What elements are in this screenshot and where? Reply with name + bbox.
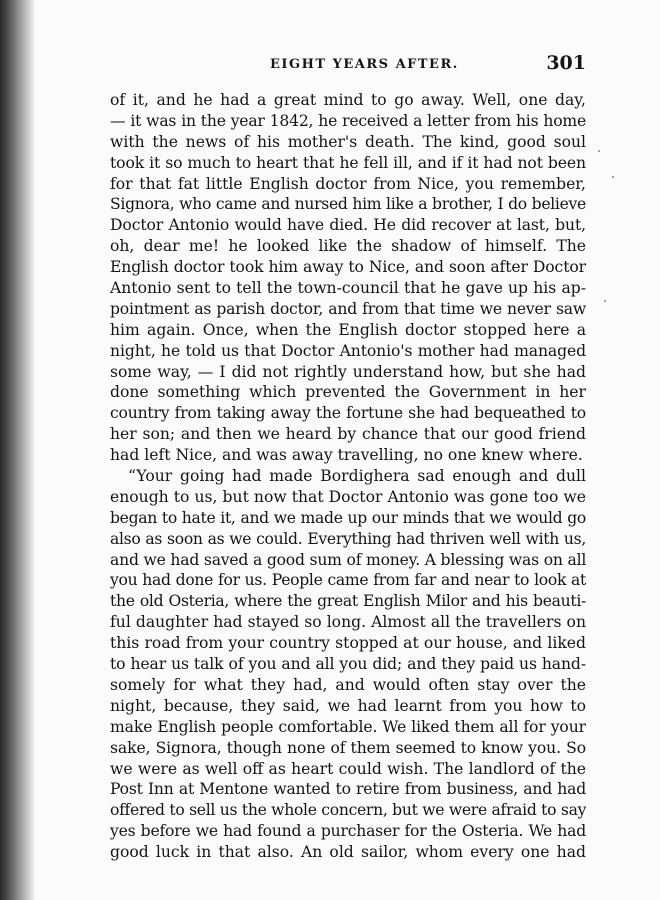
text-line: began to hate it, and we made up our minds that we would go [110,508,586,527]
text-line: you had done for us. People came from far and near to look at [110,571,586,590]
text-line: we were as well off as heart could wish. The landlord of the [110,759,586,778]
body-text [110,90,586,863]
text-line: English doctor took him away to Nice, and soon after Doctor [110,258,586,277]
text-line: also as soon as we could. Everything had thriven well with us, [110,529,586,548]
text-line: of it, and he had a great mind to go away. Well, one day, [110,91,586,109]
text-line: enough to us, but now that Doctor Antonio was gone too we [110,487,586,506]
text-line: ful daughter had stayed so long. Almost all the travellers on [110,613,586,632]
text-line: this road from your country stopped at our house, and liked [110,634,586,653]
text-line: for that fat little English doctor from Nice, you remember, [110,174,586,193]
book-binding-gutter [0,0,36,900]
scan-speck [598,150,600,152]
scan-speck [604,300,606,302]
page-number: 301 [546,52,586,74]
text-line: offered to sell us the whole concern, but we were afraid to say [110,801,586,820]
running-title: EIGHT YEARS AFTER. [270,57,459,72]
text-line: and we had saved a good sum of money. A blessing was on all [110,550,586,569]
text-line: — it was in the year 1842, he received a letter from his home [110,111,586,130]
text-line: with the news of his mother's death. The kind, good soul [110,132,586,151]
running-head [110,52,586,78]
text-line: somely for what they had, and would often stay over the [110,675,586,694]
text-line: oh, dear me! he looked like the shadow of himself. The [110,237,586,256]
text-line: yes before we had found a purchaser for the Osteria. We had [110,822,586,841]
text-line: pointment as parish doctor, and from that time we never saw [110,299,586,318]
text-line: night, because, they said, we had learnt from you how to [110,696,586,715]
text-line: night, he told us that Doctor Antonio's mother had managed [110,341,586,360]
text-line: good luck in that also. An old sailor, whom every one had [110,843,586,862]
text-line: make English people comfortable. We liked them all for your [110,717,586,736]
text-line: country from taking away the fortune she had bequeathed to [110,404,586,423]
text-line: Signora, who came and nursed him like a brother, I do believe [110,195,586,214]
text-line: sake, Signora, though none of them seemed to know you. So [110,738,586,757]
text-line: to hear us talk of you and all you did; and they paid us hand- [110,655,586,674]
text-line: Doctor Antonio would have died. He did recover at last, but, [110,216,586,235]
text-line: had left Nice, and was away travelling, no one knew where. [110,446,583,465]
text-line: Antonio sent to tell the town-council that he gave up his ap- [110,279,586,298]
scan-speck [612,176,614,178]
text-line: her son; and then we heard by chance that our good friend [110,425,586,444]
text-line: the old Osteria, where the great English Milor and his beauti- [110,592,586,611]
text-line: done something which prevented the Government in her [110,383,586,402]
text-line: him again. Once, when the English doctor stopped here a [110,320,586,339]
text-line: “Your going had made Bordighera sad enough and dull [128,467,586,486]
text-line: took it so much to heart that he fell ill, and if it had not been [110,153,586,172]
text-line: some way, — I did not rightly understand how, but she had [110,362,586,381]
text-line: Post Inn at Mentone wanted to retire from business, and had [110,780,586,799]
